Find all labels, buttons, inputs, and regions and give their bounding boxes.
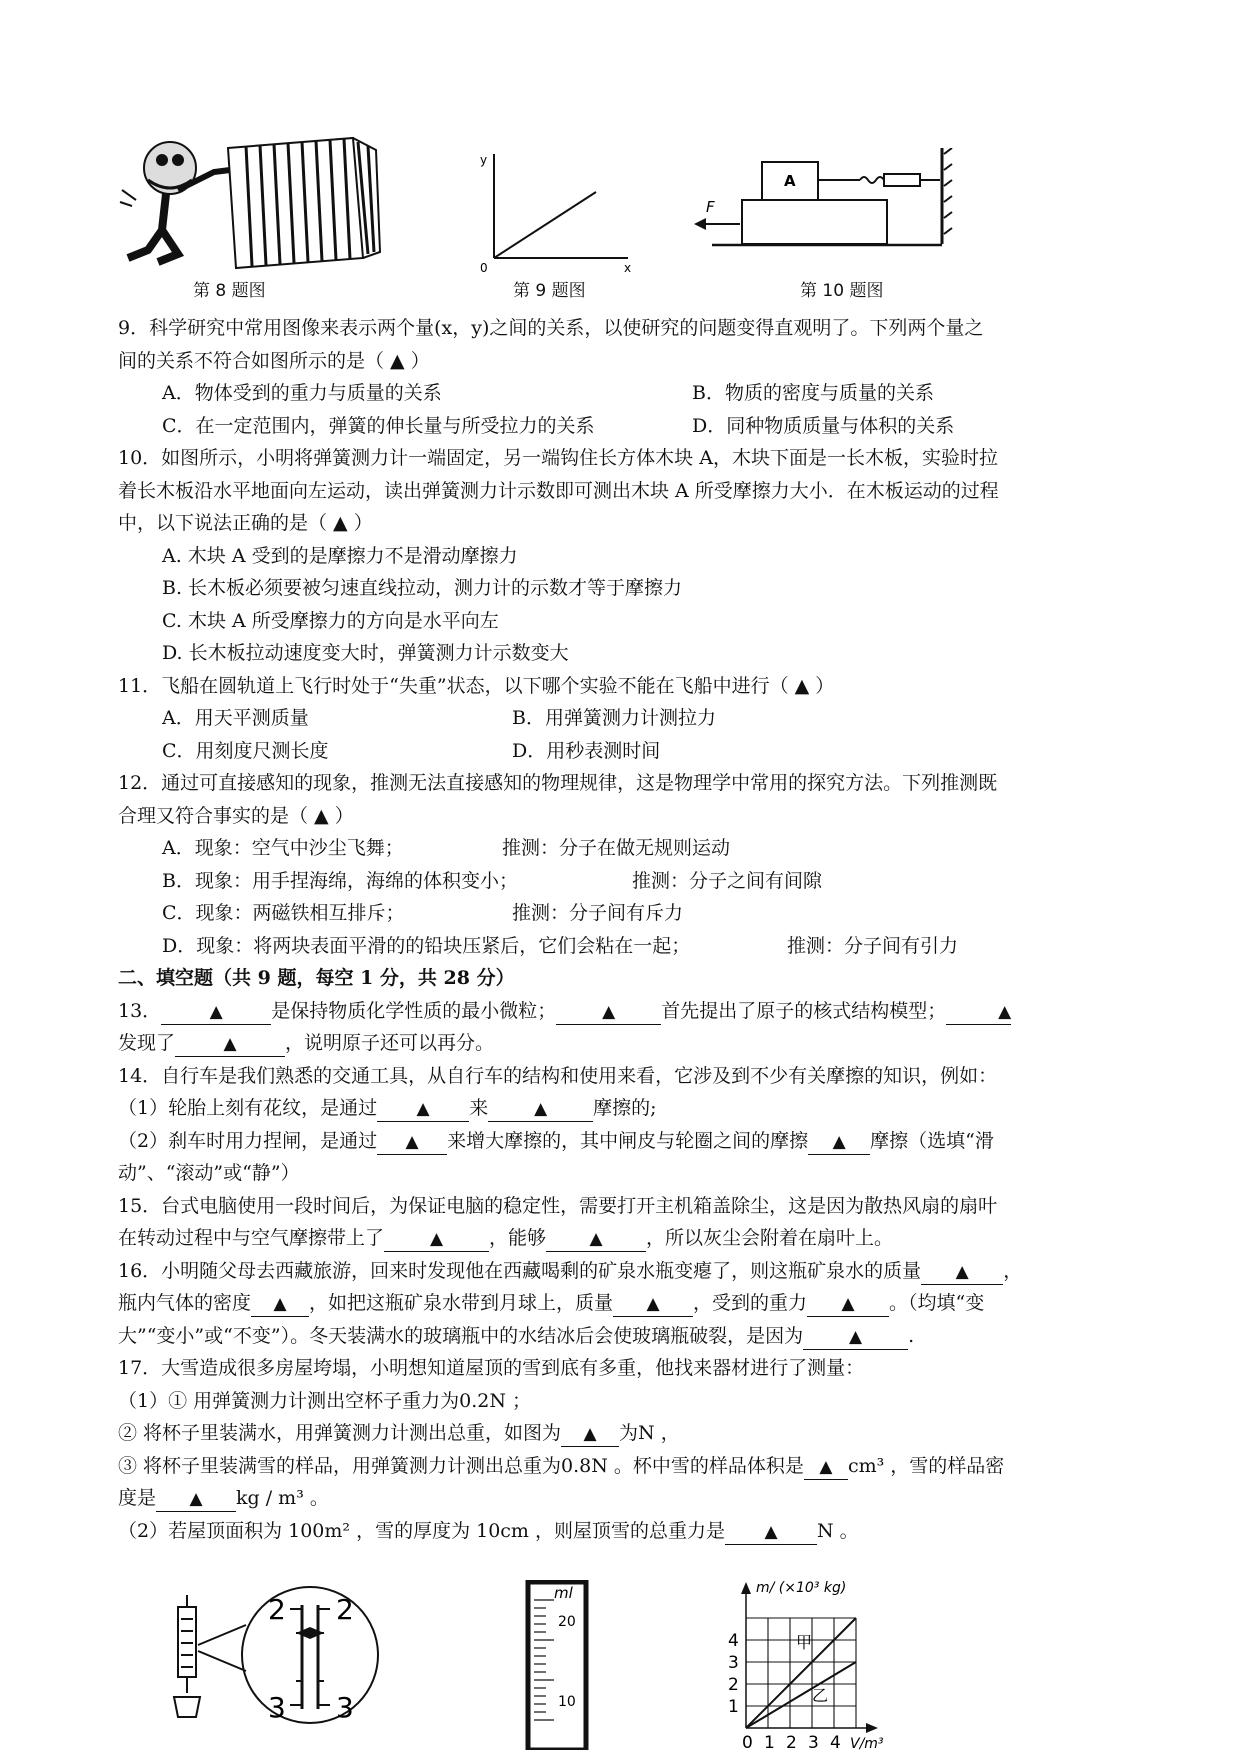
q16-text-1: 16．小明随父母去西藏旅游，回来时发现他在西藏喝剩的矿泉水瓶变瘪了，则这瓶矿泉水的质量 (118, 1259, 922, 1282)
q16-blank-5[interactable]: ▲ (803, 1324, 908, 1350)
graph-xtick: 1 (764, 1733, 775, 1752)
graph-ylabel: m/ (×10³ kg) (756, 1580, 847, 1596)
question-13 (118, 995, 1128, 1060)
q16-text-5: ，受到的重力 (693, 1292, 808, 1314)
q12-option-b-phenomenon: B．现象：用手捏海绵，海绵的体积变小； (162, 869, 518, 892)
graph-xtick: 0 (742, 1733, 753, 1752)
q14-part2-text-b: 来增大摩擦的，其中闸皮与轮圈之间的摩擦 (447, 1129, 809, 1152)
figure-9-axis-y: y (480, 153, 488, 167)
q17-step-2-unit: 为N ， (619, 1422, 680, 1444)
q16-text-7: 大”“变小”或“不变”）。冬天装满水的玻璃瓶中的水结冰后会使玻璃瓶破裂，是因为 (118, 1324, 804, 1347)
q15-text-3: ，所以灰尘会附着在扇叶上。 (646, 1227, 894, 1249)
q17-part-2-unit: N 。 (816, 1519, 859, 1542)
question-17 (118, 1352, 1128, 1547)
q14-stem: 14．自行车是我们熟悉的交通工具，从自行车的结构和使用来看，它涉及到不少有关摩擦的知识，例如： (118, 1064, 998, 1087)
q17-step-4-text: 度是 (118, 1487, 157, 1509)
graph-ytick: 2 (728, 1675, 739, 1695)
q17-step-1: （1）① 用弹簧测力计测出空杯子重力为0.2N ； (118, 1389, 532, 1412)
q9-option-b: B．物质的密度与质量的关系 (692, 382, 934, 404)
question-11 (118, 670, 1128, 768)
q10-stem-line1: 10．如图所示，小明将弹簧测力计一端固定，另一端钩住长方体木块 A，木块下面是一长木板，实验时拉 (118, 447, 998, 469)
q11-option-a: A．用天平测质量 (162, 707, 309, 729)
q13-blank-4[interactable]: ▲ (175, 1031, 285, 1057)
q10-option-d: D. 长木板拉动速度变大时，弹簧测力计示数变大 (162, 642, 569, 664)
q14-part2-text-a: （2）刹车时用力捏闸，是通过 (118, 1129, 378, 1152)
q10-option-a: A. 木块 A 受到的是摩擦力不是滑动摩擦力 (162, 544, 518, 567)
q17-step-2-text: ② 将杯子里装满水，用弹簧测力计测出总重，如图为 (118, 1422, 562, 1444)
q12-option-a-phenomenon: A．现象：空气中沙尘飞舞； (162, 837, 404, 859)
gauge-label-right-3: 3 (336, 1691, 354, 1724)
exam-content (118, 312, 1128, 1547)
q9-stem-line2: 间的关系不符合如图所示的是（ ▲ ） (118, 349, 430, 372)
q17-blank-3[interactable]: ▲ (156, 1486, 236, 1512)
q12-stem-line1: 12．通过可直接感知的现象，推测无法直接感知的物理规律，这是物理学中常用的探究方法。下列推测既 (118, 772, 998, 794)
gauge-label-left-3: 3 (268, 1691, 286, 1724)
gauge-label-left-2: 2 (268, 1593, 286, 1626)
q10-stem-line2: 着长木板沿水平地面向左运动，读出弹簧测力计示数即可测出木块 A 所受摩擦力大小．在木板运动的过程 (118, 479, 999, 502)
q15-blank-1[interactable]: ▲ (384, 1226, 489, 1252)
graph-xlabel: V/m³ (850, 1736, 884, 1752)
q14-part2-text-c: 摩擦（选填“滑 (870, 1129, 994, 1152)
q15-stem: 15．台式电脑使用一段时间后，为保证电脑的稳定性，需要打开主机箱盖除尘，这是因为散热风扇的扇叶 (118, 1194, 998, 1217)
cylinder-unit: ml (554, 1584, 573, 1602)
graph-ytick: 3 (728, 1653, 739, 1673)
q11-option-c: C．用刻度尺测长度 (162, 739, 329, 762)
q12-option-c-phenomenon: C．现象：两磁铁相互排斥； (162, 902, 405, 924)
q13-text-2: 首先提出了原子的核式结构模型； (661, 999, 947, 1022)
q13-text-3: 发现了 (118, 1032, 176, 1054)
q16-blank-1[interactable]: ▲ (921, 1259, 1003, 1285)
figure-8-pushing-box (118, 130, 383, 280)
section-2-heading: 二、填空题（共 9 题，每空 1 分，共 28 分） (118, 967, 515, 989)
question-12 (118, 767, 1128, 962)
graph-ytick: 1 (728, 1697, 739, 1717)
q16-text-8: . (908, 1324, 915, 1347)
q10-stem-line3: 中，以下说法正确的是（ ▲ ） (118, 512, 373, 534)
figure-9-graph (478, 146, 638, 276)
q14-part1-text-c: 摩擦的; (593, 1097, 657, 1119)
graph-xtick: 3 (808, 1733, 819, 1752)
q17-blank-1[interactable]: ▲ (561, 1421, 619, 1447)
graduated-cylinder-figure (520, 1580, 600, 1750)
q10-option-c: C. 木块 A 所受摩擦力的方向是水平向左 (162, 609, 499, 632)
graph-xtick: 4 (830, 1733, 841, 1752)
q16-text-4: ，如把这瓶矿泉水带到月球上，质量 (309, 1292, 614, 1314)
q16-blank-2[interactable]: ▲ (251, 1291, 309, 1317)
q15-text-1: 在转动过程中与空气摩擦带上了 (118, 1227, 385, 1249)
figure-9-axis-x: x (624, 261, 632, 275)
figure-10-caption: 第 10 题图 (800, 281, 884, 301)
q17-step-3-unit: cm³ ，雪的样品密 (847, 1454, 1005, 1477)
q14-part1-text-b: 来 (469, 1097, 489, 1119)
q11-stem: 11．飞船在圆轨道上飞行时处于“失重”状态，以下哪个实验不能在飞船中进行（ ▲ ） (118, 674, 835, 697)
q16-text-2: ， (1003, 1259, 1023, 1282)
figure-9-origin: 0 (480, 261, 488, 275)
q16-blank-4[interactable]: ▲ (807, 1291, 889, 1317)
q16-blank-3[interactable]: ▲ (613, 1291, 693, 1317)
graph-ytick: 4 (728, 1631, 739, 1651)
q9-option-d: D．同种物质质量与体积的关系 (692, 414, 955, 437)
q12-option-c-inference: 推测：分子间有斥力 (512, 902, 684, 924)
q11-option-d: D．用秒表测时间 (512, 739, 661, 762)
figure-10-block-label: A (784, 172, 796, 190)
q14-part2-text-d: 动”、“滚动”或“静”） (118, 1162, 300, 1184)
q12-option-a-inference: 推测：分子在做无规则运动 (502, 837, 731, 859)
mass-volume-graph (716, 1576, 916, 1752)
q15-text-2: ，能够 (489, 1227, 547, 1249)
q13-blank-2[interactable]: ▲ (556, 999, 661, 1025)
figure-10-apparatus (692, 148, 962, 278)
q16-text-3: 瓶内气体的密度 (118, 1292, 252, 1314)
q9-option-a: A．物体受到的重力与质量的关系 (162, 382, 442, 404)
q12-stem-line2: 合理又符合事实的是（ ▲ ） (118, 804, 354, 827)
q13-blank-3[interactable]: ▲ (946, 999, 1011, 1025)
q13-number: 13． (118, 999, 162, 1022)
q15-blank-2[interactable]: ▲ (546, 1226, 646, 1252)
q13-text-1: 是保持物质化学性质的最小微粒； (271, 999, 557, 1022)
q12-option-d-inference: 推测：分子间有引力 (787, 934, 959, 957)
q14-blank-1[interactable]: ▲ (377, 1096, 469, 1122)
cylinder-tick-20: 20 (558, 1614, 576, 1630)
q12-option-b-inference: 推测：分子之间有间隙 (632, 869, 823, 892)
q17-stem: 17．大雪造成很多房屋垮塌，小明想知道屋顶的雪到底有多重，他找来器材进行了测量： (118, 1357, 865, 1379)
q14-blank-3[interactable]: ▲ (377, 1129, 447, 1155)
q14-blank-4[interactable]: ▲ (808, 1129, 870, 1155)
q17-part-2-text: （2）若屋顶面积为 100m² ，雪的厚度为 10cm ，则屋顶雪的总重力是 (118, 1519, 725, 1542)
q17-blank-2[interactable]: ▲ (804, 1454, 848, 1480)
q17-step-3-text: ③ 将杯子里装满雪的样品，用弹簧测力计测出总重为0.8N 。杯中雪的样品体积是 (118, 1454, 804, 1477)
figure-10-force-label: F (706, 198, 715, 216)
question-16 (118, 1255, 1128, 1353)
q17-step-4-unit: kg / m³ 。 (236, 1487, 329, 1509)
gauge-label-right-2: 2 (336, 1593, 354, 1626)
q13-text-4: ，说明原子还可以再分。 (285, 1032, 495, 1054)
question-9 (118, 312, 1128, 442)
q11-option-b: B．用弹簧测力计测拉力 (512, 707, 716, 729)
q14-blank-2[interactable]: ▲ (488, 1096, 593, 1122)
q12-option-d-phenomenon: D．现象：将两块表面平滑的的铅块压紧后，它们会粘在一起； (162, 934, 691, 957)
q16-text-6: 。（均填“变 (889, 1292, 985, 1314)
question-14 (118, 1060, 1128, 1190)
spring-scale-figure (172, 1585, 407, 1750)
question-10 (118, 442, 1128, 670)
graph-line-2-label: 乙 (812, 1686, 829, 1705)
q9-option-c: C．在一定范围内，弹簧的伸长量与所受拉力的关系 (162, 414, 595, 437)
q13-blank-1[interactable]: ▲ (161, 999, 271, 1025)
q14-part1-text-a: （1）轮胎上刻有花纹，是通过 (118, 1097, 378, 1119)
q17-blank-4[interactable]: ▲ (725, 1519, 817, 1545)
figure-8-caption: 第 8 题图 (193, 281, 266, 301)
graph-line-1-label: 甲 (796, 1633, 813, 1652)
cylinder-tick-10: 10 (558, 1694, 576, 1710)
q10-option-b: B. 长木板必须要被匀速直线拉动，测力计的示数才等于摩擦力 (162, 577, 683, 599)
question-15 (118, 1190, 1128, 1255)
q9-stem-line1: 9．科学研究中常用图像来表示两个量(x，y)之间的关系，以使研究的问题变得直观明了。下列两个量之 (118, 317, 984, 339)
graph-xtick: 2 (786, 1733, 797, 1752)
figure-9-caption: 第 9 题图 (513, 281, 586, 301)
